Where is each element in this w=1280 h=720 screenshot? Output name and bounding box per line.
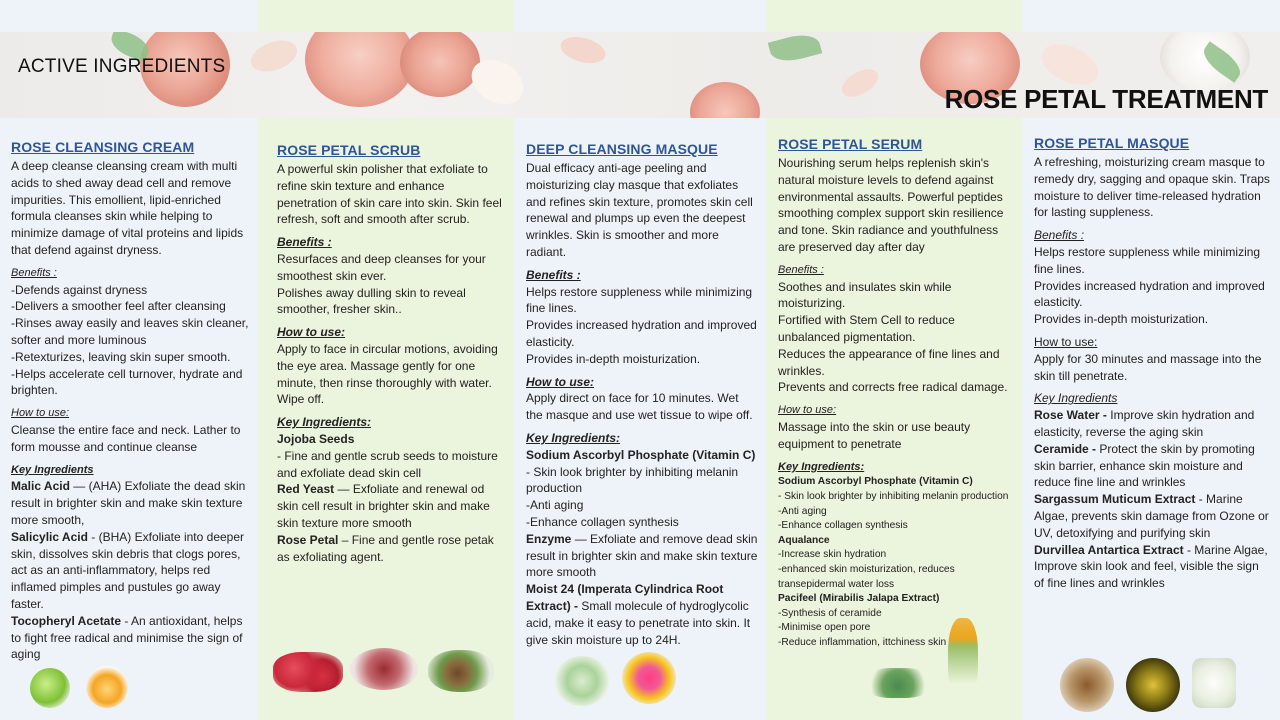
plant-icon <box>948 618 978 700</box>
ingredient-item: -Synthesis of ceramide <box>778 607 882 619</box>
ingredient-item: Ceramide - Protect the skin by promoting skin barrier, enhance skin moisture and reduce fine line and wrinkles <box>1034 441 1255 490</box>
ingredient-item: Durvillea Antartica Extract - Marine Algae, Improve skin look and feel, visible the sign of fine lines and wrinkles <box>1034 542 1268 591</box>
key-ingredients-heading: Key Ingredients: <box>277 415 372 430</box>
ingredient-item: Pacifeel (Mirabilis Jalapa Extract) <box>778 593 940 605</box>
red-yeast-icon <box>350 648 418 690</box>
product-title: DEEP CLEANSING MASQUE <box>526 141 718 157</box>
benefit-item: -Delivers a smoother feel after cleansing <box>11 299 226 314</box>
benefit-item: Polishes away dulling skin to reveal smoother, fresher skin.. <box>277 285 466 317</box>
product-intro: A deep cleanse cleansing cream with multi acids to shed away dead cell and remove impurities. This emollient, lipid-enriched formula cleanses skin while helping to minimize damage of vital proteins and lipids that defend against dryness. <box>11 159 244 257</box>
key-ingredients-heading: Key Ingredients <box>1034 391 1118 406</box>
leaf-image <box>768 32 823 66</box>
ingredient-item: - Fine and gentle scrub seeds to moisture and exfoliate dead skin cell <box>277 448 498 480</box>
banner-right-title: ROSE PETAL TREATMENT <box>944 84 1268 114</box>
product-rose-petal-scrub <box>277 142 503 565</box>
howto-text: Cleanse the entire face and neck. Lather to form mousse and continue cleanse <box>11 422 241 454</box>
key-ingredients-heading: Key Ingredients <box>11 463 94 476</box>
product-rose-petal-serum <box>778 136 1012 650</box>
ingredient-item: -Anti aging <box>526 498 584 513</box>
ingredient-item: -Reduce inflammation, ittchiness skin <box>778 636 947 648</box>
howto-text: Apply for 30 minutes and massage into the skin till penetrate. <box>1034 351 1262 383</box>
ingredient-item: Sargassum Muticum Extract - Marine Algae, prevents skin damage from Ozone or UV, detoxifying and purifying skin <box>1034 492 1269 540</box>
product-intro: Nourishing serum helps replenish skin's natural moisture levels to defend against environmental assaults. Powerful peptides smoothing complex support skin resilience and tone. Skin radiance and youthfulness are preserved day after day <box>778 156 1004 254</box>
benefit-item: Provides in-depth moisturization. <box>1034 312 1209 327</box>
seaweed-icon <box>864 668 932 698</box>
ingredient-item: -enhanced skin moisturization, reduces transepidermal water loss <box>778 563 955 590</box>
ingredient-item: - Skin look brighter by inhibiting melanin production <box>778 490 1009 502</box>
green-apple-icon <box>30 668 70 708</box>
product-rose-cleansing-cream <box>11 139 249 663</box>
howto-heading: How to use: <box>1034 334 1098 349</box>
molecule-diagram-icon <box>1192 658 1236 708</box>
ingredient-item: - Skin look brighter by inhibiting melanin production <box>526 464 739 496</box>
product-intro: A powerful skin polisher that exfoliate to refine skin texture and enhance penetration of skin care into skin. Skin feel refresh, soft and smooth after scrub. <box>277 162 502 227</box>
ingredient-item: -Enhance collagen synthesis <box>778 520 908 532</box>
ingredient-item: -Minimise open pore <box>778 622 871 634</box>
ingredient-item: Red Yeast — Exfoliate and renewal od skin cell result in brighter skin and make skin texture more smooth <box>277 482 490 530</box>
marine-algae-icon <box>1126 658 1180 712</box>
howto-heading: How to use: <box>11 407 70 420</box>
ingredient-item: Moist 24 (Imperata Cylindrica Root Extract) - Small molecule of hydroglycolic acid, make it easy to penetrate into skin. It give skin moisture up to 24H. <box>526 582 751 647</box>
banner-left-title: ACTIVE INGREDIENTS <box>18 56 226 77</box>
product-title: ROSE PETAL MASQUE <box>1034 135 1190 151</box>
product-intro: A refreshing, moisturizing cream masque to remedy dry, sagging and opaque skin. Traps moisture to deliver time-released hydration for lasting suppleness. <box>1034 155 1270 220</box>
ingredient-item: -Enhance collagen synthesis <box>526 514 679 529</box>
petal-image <box>247 35 302 78</box>
rose-image <box>400 32 480 97</box>
ingredient-item: Tocopheryl Acetate - An antioxidant, helps to fight free radical and minimise the sign of aging <box>11 613 243 662</box>
benefit-item: Prevents and corrects free radical damage. <box>778 380 1008 395</box>
product-rose-petal-masque <box>1034 135 1270 592</box>
ingredient-item: Rose Petal – Fine and gentle rose petak as exfoliating agent. <box>277 532 494 564</box>
ingredient-item: Sodium Ascorbyl Phosphate (Vitamin C) <box>778 476 973 488</box>
benefit-item: Helps restore suppleness while minimizing fine lines. <box>526 284 753 316</box>
flower-icon <box>622 652 676 704</box>
howto-heading: How to use: <box>277 325 345 340</box>
benefit-item: Provides in-depth moisturization. <box>526 351 701 366</box>
ingredient-item: -Anti aging <box>778 505 827 517</box>
green-extract-icon <box>554 656 610 706</box>
benefit-item: Fortified with Stem Cell to reduce unbalanced pigmentation. <box>778 313 955 344</box>
benefit-item: Reduces the appearance of fine lines and wrinkles. <box>778 346 1000 378</box>
ingredient-item: Malic Acid — (AHA) Exfoliate the dead skin result in brighter skin and make skin texture more smooth, <box>11 479 246 527</box>
benefit-item: -Retexturizes, leaving skin super smooth. <box>11 349 231 364</box>
benefits-heading: Benefits : <box>11 266 57 279</box>
benefit-item: -Rinses away easily and leaves skin cleaner, softer and more luminous <box>11 316 249 347</box>
benefit-item: Helps restore suppleness while minimizing fine lines. <box>1034 244 1261 276</box>
benefit-item: -Defends against dryness <box>11 282 148 297</box>
jojoba-seeds-icon <box>428 650 494 692</box>
white-rose-image <box>1160 32 1250 92</box>
petal-image <box>558 32 609 67</box>
ingredient-item: Sodium Ascorbyl Phosphate (Vitamin C) <box>526 447 756 462</box>
howto-text: Massage into the skin or use beauty equipment to penetrate <box>778 419 971 451</box>
howto-text: Apply to face in circular motions, avoiding the eye area. Massage gently for one minute, then rinse thoroughly with water. Wipe off. <box>277 341 498 407</box>
howto-text: Apply direct on face for 10 minutes. Wet the masque and use wet tissue to wipe off. <box>526 391 753 423</box>
ingredient-item: Enzyme — Exfoliate and remove dead skin result in brighter skin and make skin texture more smooth <box>526 531 758 580</box>
product-deep-cleansing-masque <box>526 141 758 648</box>
benefit-item: Resurfaces and deep cleanses for your smoothest skin ever. <box>277 251 486 283</box>
ingredient-item: Salicylic Acid - (BHA) Exfoliate into deeper skin, dissolves skin debris that clogs pores, act as an anti-inflammatory, helps red inflamed pimples and pustules go away faster. <box>11 529 245 611</box>
product-title: ROSE CLEANSING CREAM <box>11 139 195 155</box>
howto-heading: How to use: <box>778 404 837 417</box>
petal-image <box>837 63 883 102</box>
benefits-heading: Benefits : <box>1034 228 1085 243</box>
product-intro: Dual efficacy anti-age peeling and moisturizing clay masque that exfoliates and refines skin texture, promotes skin cell renewal and plumps up even the deepest wrinkles. Skin is smoother and more radiant. <box>526 161 753 259</box>
key-ingredients-heading: Key Ingredients: <box>526 430 621 445</box>
benefit-item: Provides increased hydration and improved elasticity. <box>526 318 757 349</box>
rose-petals-icon <box>273 652 343 692</box>
ingredient-item: Jojoba Seeds <box>277 431 355 446</box>
key-ingredients-heading: Key Ingredients: <box>778 460 865 473</box>
oil-bottle-icon <box>86 666 128 708</box>
algae-icon <box>1060 658 1114 712</box>
benefits-heading: Benefits : <box>778 263 824 276</box>
ingredient-item: -Increase skin hydration <box>778 549 887 561</box>
benefits-heading: Benefits : <box>526 267 581 282</box>
benefits-heading: Benefits : <box>277 235 332 250</box>
rose-image <box>690 82 760 118</box>
benefit-item: Provides increased hydration and improved elasticity. <box>1034 278 1265 310</box>
product-title: ROSE PETAL SERUM <box>778 136 923 152</box>
howto-heading: How to use: <box>526 374 594 389</box>
ingredient-item: Rose Water - Improve skin hydration and elasticity, reverse the aging skin <box>1034 408 1255 439</box>
rose-image <box>305 32 415 107</box>
benefit-item: Soothes and insulates skin while moisturizing. <box>778 279 952 311</box>
ingredient-item: Aqualance <box>778 534 830 546</box>
benefit-item: -Helps accelerate cell turnover, hydrate and brighten. <box>11 366 243 398</box>
product-title: ROSE PETAL SCRUB <box>277 142 421 158</box>
